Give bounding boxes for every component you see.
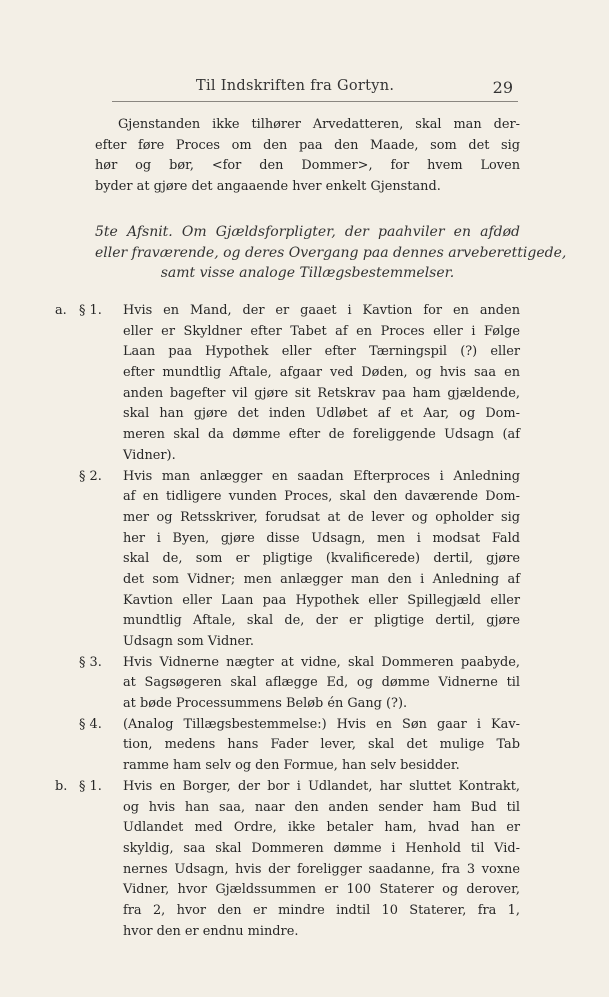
text-line: mundtlig Aftale, skal de, der er pligtige dertil, gjøre [123,613,520,629]
text-line: Hvis man anlægger en saadan Efterproces i Anledning [123,468,520,484]
paragraph-mark: § 4. [79,716,102,732]
text-line: hør og bør, <for den Dommer>, for hvem Loven [95,158,520,174]
text-line: nernes Udsagn, hvis der foreligger saadanne, fra 3 voxne [123,861,520,877]
text-line: at Sagsøgeren skal aflægge Ed, og dømme Vidnerne til [123,675,520,691]
provisions [55,301,520,942]
heading-line: 5te Afsnit. Om Gjældsforpligter, der paahviler en afdød [95,224,520,240]
text-line: Vidner). [123,447,176,463]
text-line: anden bagefter vil gjøre sit Retskrav paa ham gjældende, [123,385,520,401]
text-line: Hvis Vidnerne nægter at vidne, skal Dommeren paabyde, [123,654,520,670]
text-line: Udsagn som Vidner. [123,634,254,649]
section-letter: a. [55,303,67,318]
text-line: Kavtion eller Laan paa Hypothek eller Spillegjæld eller [123,592,520,608]
text-line: skyldig, saa skal Dommeren dømme i Henhold til Vid- [123,840,520,856]
paragraph-a-2 [79,467,520,653]
paragraph-b-1 [55,777,520,943]
text-line: at bøde Processummens Beløb én Gang (?). [123,696,408,712]
text-line: det som Vidner; men anlægger man den i Anledning af [123,571,520,587]
text-line: Udlandet med Ordre, ikke betaler ham, hvad han er [123,820,520,836]
paragraph-a-4 [79,715,520,777]
text-line: Vidner, hvor Gjældssummen er 100 Staterer og derover, [123,882,520,898]
text-line: skal de, som er pligtige (kvalificerede) dertil, gjøre [123,551,520,567]
text-line: meren skal da dømme efter de foreliggende Udsagn (af [123,427,520,443]
heading-line: eller fraværende, og deres Overgang paa dennes arveberettigede, [95,244,567,261]
text-line: efter føre Proces om den paa den Maade, som det sig [95,137,520,153]
intro-paragraph [95,115,520,198]
paragraph-mark: § 2. [79,468,102,484]
text-line: eller er Skyldner efter Tabet af en Proces eller i Følge [123,323,520,339]
page-number: 29 [492,78,513,97]
text-line: byder at gjøre det angaaende hver enkelt Gjenstand. [95,179,441,195]
heading-line: samt visse analoge Tillægsbestemmelser. [160,265,455,282]
text-line: tion, medens hans Fader lever, skal det mulige Tab [123,737,520,753]
text-line: skal han gjøre det inden Udløbet af et Aar, og Dom- [123,406,520,422]
paragraph-mark: § 3. [79,654,102,670]
text-line: og hvis han saa, naar den anden sender ham Bud til [123,799,520,815]
paragraph-a-1 [55,301,520,467]
paragraph-mark: § 1. [79,778,102,794]
text-line: her i Byen, gjøre disse Udsagn, men i modsat Fald [123,530,520,546]
header-rule [112,101,518,102]
text-line: efter mundtlig Aftale, afgaar ved Døden, og hvis saa en [123,365,520,381]
text-line: (Analog Tillægsbestemmelse:) Hvis en Søn gaar i Kav- [123,716,520,732]
text-line: Gjenstanden ikke tilhører Arvedatteren, skal man der- [118,117,520,132]
text-line: fra 2, hvor den er mindre indtil 10 Staterer, fra 1, [123,902,520,918]
section-heading [95,222,567,284]
section-letter: b. [55,778,68,794]
text-line: af en tidligere vunden Proces, skal den daværende Dom- [123,489,520,505]
text-line: hvor den er endnu mindre. [123,923,299,939]
paragraph-mark: § 1. [79,303,102,318]
text-line: ramme ham selv og den Formue, han selv besidder. [123,758,460,774]
text-line: Laan paa Hypothek eller efter Tærningspil (?) eller [123,344,520,360]
text-line: Hvis en Borger, der bor i Udlandet, har sluttet Kontrakt, [123,778,520,794]
paragraph-a-3 [79,653,520,715]
text-line: Hvis en Mand, der er gaaet i Kavtion for en anden [123,303,520,318]
text-line: mer og Retsskriver, forudsat at de lever og opholder sig [123,509,520,525]
running-head-title: Til Indskriften fra Gortyn. [196,78,395,94]
